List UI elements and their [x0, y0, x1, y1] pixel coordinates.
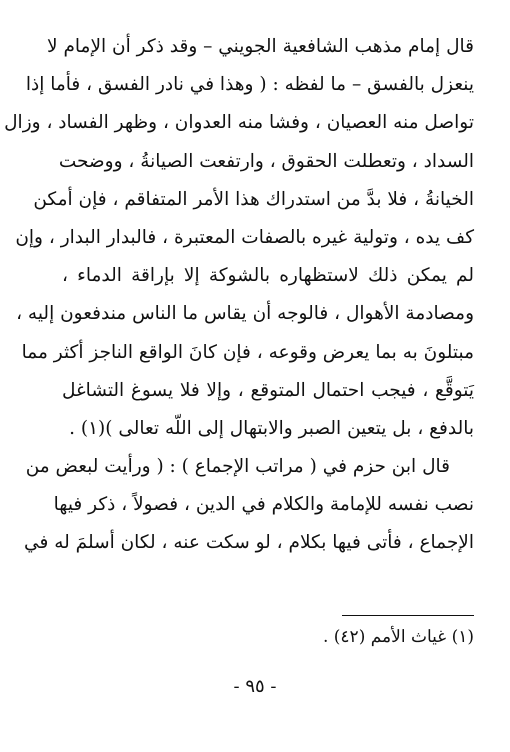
- main-text: [4, 28, 474, 563]
- text-line: نصب نفسه للإمامة والكلام في الدين ، فصولاً ، ذكر فيها: [53, 494, 474, 516]
- text-line: الخيانةُ ، فلا بدَّ من استدراك هذا الأمر المتفاقم ، فإن أمكن: [33, 188, 474, 210]
- text-line: تواصل منه العصيان ، وفشا منه العدوان ، وظهر الفساد ، وزال: [4, 112, 474, 134]
- text-line: مبتلونَ به بما يعرض وقوعه ، فإن كانَ الواقع الناجز أكثر مما: [21, 341, 474, 363]
- text-line: يَتوقَّع ، فيجب احتمال المتوقع ، وإلا فلا يسوغ التشاغل: [62, 379, 474, 401]
- text-line: ينعزل بالفسق – ما لفظه : ( وهذا في نادر الفسق ، فأما إذا: [25, 74, 474, 96]
- text-line: ومصادمة الأهوال ، فالوجه أن يقاس ما الناس مندفعون إليه ،: [16, 303, 474, 325]
- text-line: السداد ، وتعطلت الحقوق ، وارتفعت الصيانةُ ، ووضحت: [58, 150, 474, 172]
- text-line: قال إمام مذهب الشافعية الجويني – وقد ذكر أن الإمام لا: [47, 36, 474, 57]
- text-line: الإجماع ، فأتى فيها بكلام ، لو سكت عنه ، لكان أسلمَ له في: [24, 532, 474, 554]
- text-line: قال ابن حزم في ( مراتب الإجماع ) : ( ورأيت لبعض من: [25, 456, 450, 478]
- footnote-divider: [342, 615, 474, 616]
- text-line: بالدفع ، بل يتعين الصبر والابتهال إلى اللّه تعالى )(١) .: [69, 417, 474, 439]
- footnote: (١) غياث الأمم (٤٢) .: [322, 627, 474, 647]
- text-line: كف يده ، وتولية غيره بالصفات المعتبرة ، فالبدار البدار ، وإن: [15, 226, 474, 248]
- page-number: - ٩٥ -: [233, 676, 277, 697]
- text-line: لم يمكن ذلك لاستظهاره بالشوكة إلا بإراقة الدماء ،: [62, 265, 474, 287]
